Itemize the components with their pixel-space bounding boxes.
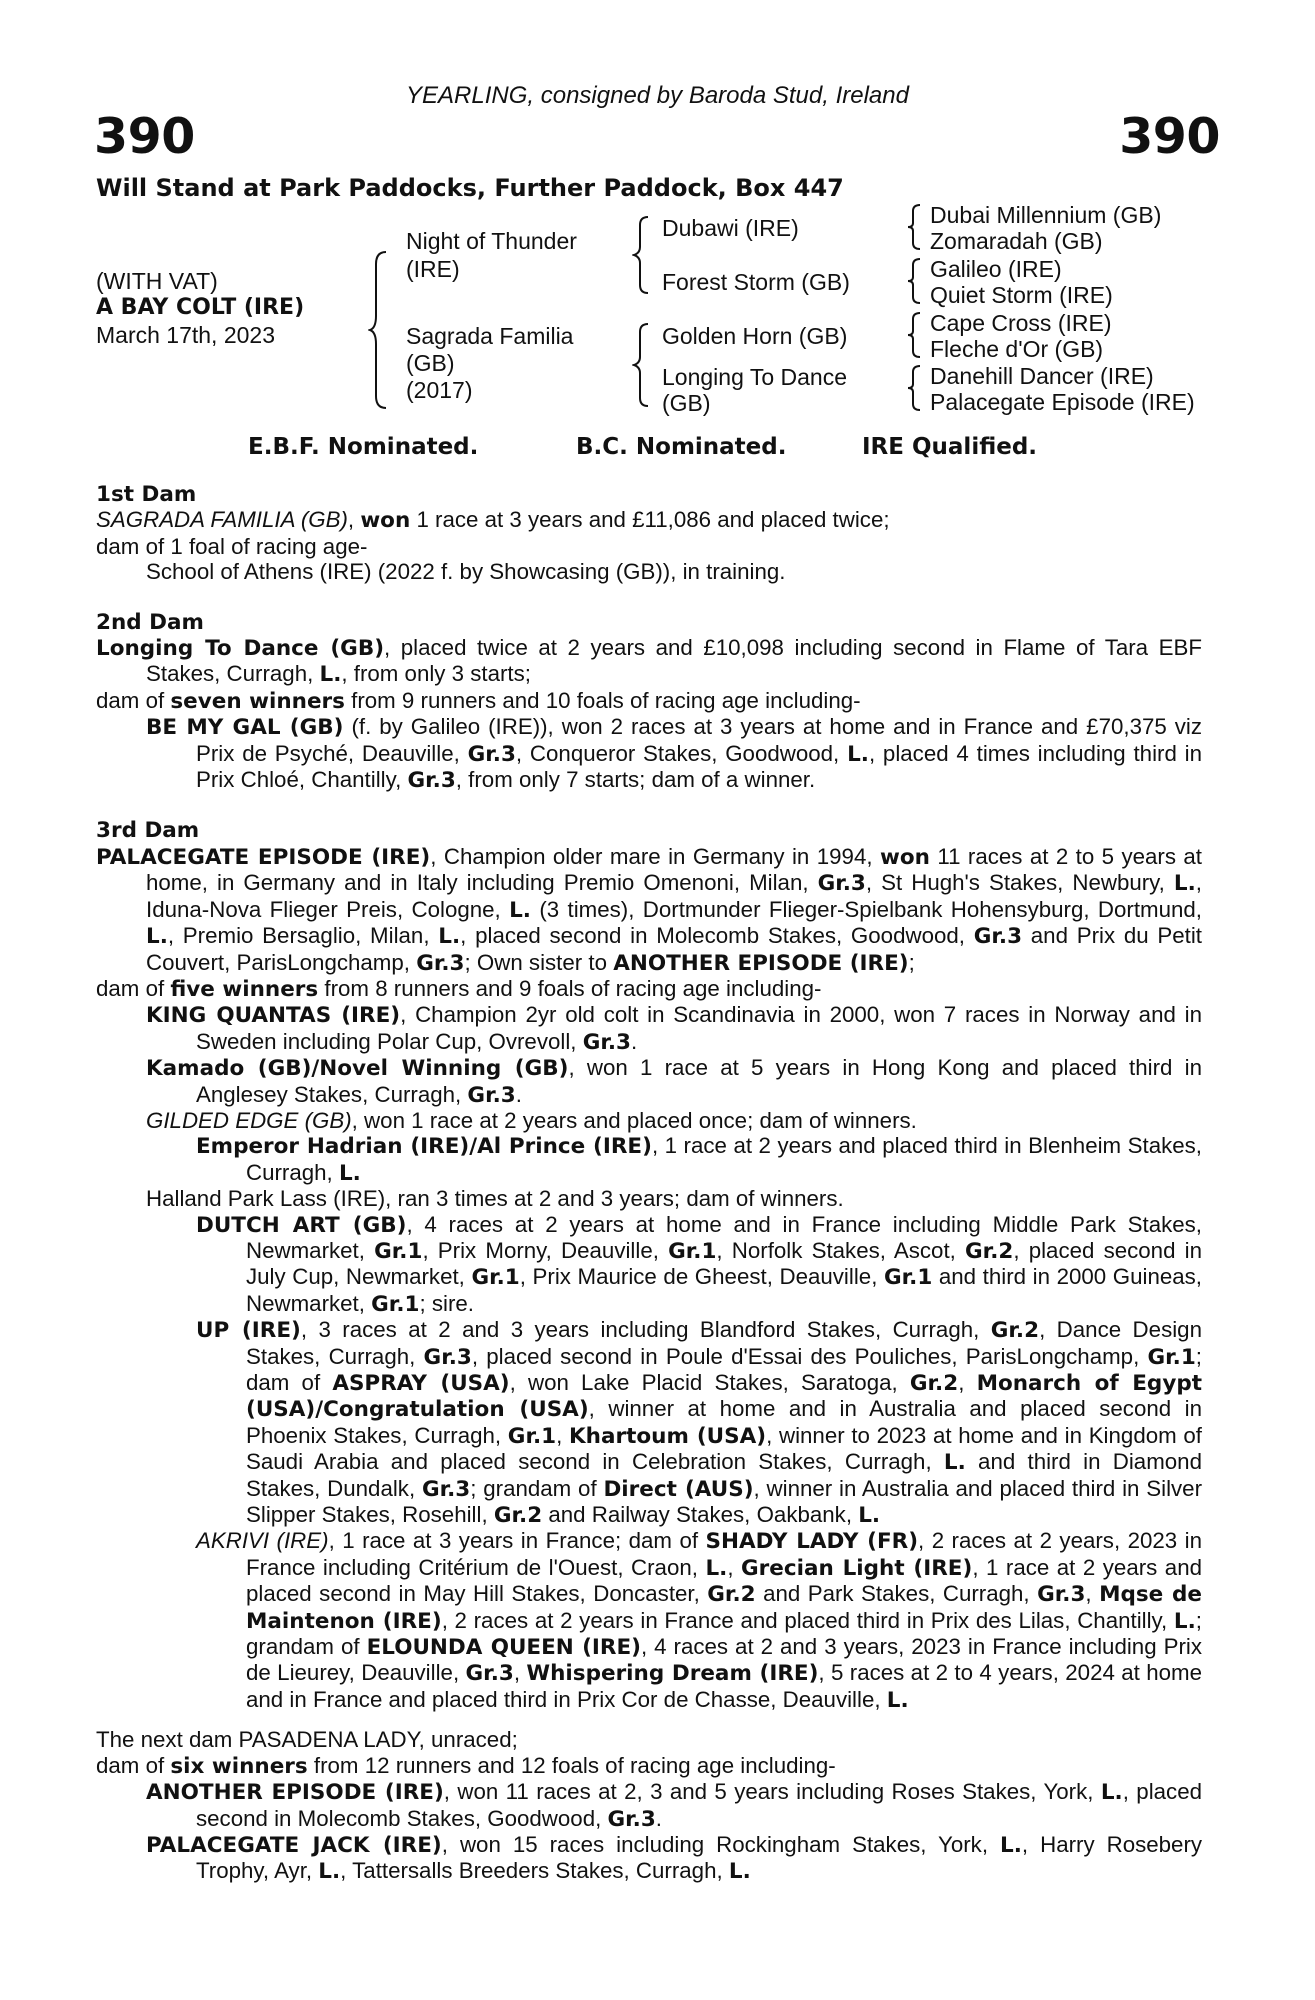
progeny-palacegate-jack: PALACEGATE JACK (IRE), won 15 races including Rockingham Stakes, York, L., Harry Rosebery Trophy, Ayr, L., Tattersalls Breeders Stakes, Curragh, L. [146,1831,1203,1885]
progeny-emperor-hadrian: Emperor Hadrian (IRE)/Al Prince (IRE), 1 race at 2 years and placed third in Blenheim Stakes, Curragh, L. [196,1133,1202,1186]
sire-dam: Forest Storm (GB) [662,269,850,295]
first-dam-record: SAGRADA FAMILIA (GB), won 1 race at 3 years and £11,086 and placed twice; [96,507,890,534]
progeny-dutch-art: DUTCH ART (GB), 4 races at 2 years at home and in France including Middle Park Stakes, Newmarket, Gr.1, Prix Morny, Deauville, Gr.1, Norfolk Stakes, Ascot, Gr.2, placed second in July Cup, Newmarket, Gr.1, Prix Maurice de Gheest, Deauville, Gr.1 and third in 2000 Guineas, Newmarket, Gr.1; sire. [196,1211,1203,1317]
pedigree-brace-dam [632,322,650,408]
third-dam-record: PALACEGATE EPISODE (IRE), Champion older mare in Germany in 1994, won 11 races at 2 to 5 years at home, in Germany and in Italy including Premio Omenoni, Milan, Gr.3, St Hugh's Stakes, Newbury, L., Iduna-Nova Flieger Preis, Cologne, L. (3 times), Dortmunder Flieger-Spielbank Hohensyburg, Dortmund, L., Premio Bersaglio, Milan, L., placed second in Molecomb Stakes, Goodwood, Gr.3 and Prix du Petit Couvert, ParisLongchamp, Gr.3; Own sister to ANOTHER EPISODE (IRE); [96,843,1203,976]
second-dam-progeny-1: BE MY GAL (GB) (f. by Galileo (IRE)), won 2 races at 3 years at home and in France and £70,375 viz Prix de Psyché, Deauville, Gr.3, Conqueror Stakes, Goodwood, L., placed 4 times including third in Prix Chloé, Chantilly, Gr.3, from only 7 starts; dam of a winner. [146,714,1203,794]
sire-sire: Dubawi (IRE) [662,215,799,241]
consignment-title: YEARLING, consigned by Baroda Stud, Ireland [406,82,909,109]
second-dam-record: Longing To Dance (GB), placed twice at 2 years and £10,098 including second in Flame of Tara EBF Stakes, Curragh, L., from only 3 starts; [96,635,1202,688]
pedigree-brace-main [368,250,388,410]
progeny-another-episode: ANOTHER EPISODE (IRE), won 11 races at 2, 3 and 5 years including Roses Stakes, York, L., placed second in Molecomb Stakes, Goodwood, Gr.3. [146,1779,1203,1832]
second-dam-heading: 2nd Dam [96,609,204,635]
bc-nomination: B.C. Nominated. [576,434,787,460]
progeny-up: UP (IRE), 3 races at 2 and 3 years including Blandford Stakes, Curragh, Gr.2, Dance Design Stakes, Curragh, Gr.3, placed second in Poule d'Essai des Pouliches, ParisLongchamp, Gr.1; dam of ASPRAY (USA), won Lake Placid Stakes, Saratoga, Gr.2, Monarch of Egypt (USA)/Congratulation (USA), winner at home and in Australia and placed second in Phoenix Stakes, Curragh, Gr.1, Khartoum (USA), winner to 2023 at home and in Kingdom of Saudi Arabia and placed second in Celebration Stakes, Curragh, L. and third in Diamond Stakes, Dundalk, Gr.3; grandam of Direct (AUS), winner in Australia and placed third in Silver Slipper Stakes, Rosehill, Gr.2 and Railway Stakes, Oakbank, L. [196,1317,1203,1529]
dds: Danehill Dancer (IRE) [930,363,1154,389]
third-dam-heading: 3rd Dam [96,818,200,844]
dss: Cape Cross (IRE) [930,310,1112,336]
dam-sire: Golden Horn (GB) [662,323,848,349]
second-dam-produce-summary: dam of seven winners from 9 runners and 10 foals of racing age including- [96,687,861,714]
vat-note: (WITH VAT) [96,268,218,294]
dam-year: (2017) [406,377,473,403]
dam-name: Sagrada Familia [406,323,574,349]
first-dam-foal-1: School of Athens (IRE) (2022 f. by Showcasing (GB)), in training. [146,559,786,585]
progeny-king-quantas: KING QUANTAS (IRE), Champion 2yr old colt in Scandinavia in 2000, won 7 races in Norway and in Sweden including Polar Cup, Ovrevoll, Gr.3. [146,1002,1202,1055]
pedigree-brace-sire [632,215,650,295]
next-dam-line: The next dam PASADENA LADY, unraced; [96,1727,518,1753]
catalogue-body [96,482,1202,1885]
dam-dam-country: (GB) [662,390,711,416]
ire-qualified: IRE Qualified. [862,434,1038,460]
dsd: Fleche d'Or (GB) [930,336,1104,362]
lot-number-right: 390 [1119,108,1220,165]
progeny-kamado: Kamado (GB)/Novel Winning (GB), won 1 race at 5 years in Hong Kong and placed third in Anglesey Stakes, Curragh, Gr.3. [146,1055,1203,1108]
stand-location: Will Stand at Park Paddocks, Further Paddock, Box 447 [96,174,844,202]
progeny-akrivi: AKRIVI (IRE), 1 race at 3 years in France; dam of SHADY LADY (FR), 2 races at 2 years, 2023 in France including Critérium de l'Ouest, Craon, L., Grecian Light (IRE), 1 race at 2 years and placed second in May Hill Stakes, Doncaster, Gr.2 and Park Stakes, Curragh, Gr.3, Mqse de Maintenon (IRE), 2 races at 2 years in France and placed third in Prix des Lilas, Chantilly, L.; grandam of ELOUNDA QUEEN (IRE), 4 races at 2 and 3 years, 2023 in France including Prix de Lieurey, Deauville, Gr.3, Whispering Dream (IRE), 5 races at 2 to 4 years, 2024 at home and in France and placed third in Prix Cor de Chasse, Deauville, L. [196,1528,1203,1713]
pedigree-brace-dd [906,364,922,412]
dam-country: (GB) [406,350,455,376]
ssd: Zomaradah (GB) [930,228,1103,254]
lot-number-left: 390 [94,108,195,165]
pedigree-brace-sd [906,257,922,305]
pedigree-brace-ss [906,203,922,251]
next-dam-produce-summary: dam of six winners from 12 runners and 12 foals of racing age including- [96,1752,836,1779]
horse-name: A BAY COLT (IRE) [96,295,305,320]
third-dam-produce-summary: dam of five winners from 8 runners and 9 foals of racing age including- [96,975,822,1002]
ddd: Palacegate Episode (IRE) [930,389,1195,415]
progeny-gilded-edge: GILDED EDGE (GB), won 1 race at 2 years and placed once; dam of winners. [146,1107,917,1133]
foaling-date: March 17th, 2023 [96,322,276,348]
sire-country: (IRE) [406,256,460,282]
progeny-halland-park-lass: Halland Park Lass (IRE), ran 3 times at 2 and 3 years; dam of winners. [146,1186,844,1212]
first-dam-heading: 1st Dam [96,482,197,507]
sire-name: Night of Thunder [406,228,577,254]
sss: Dubai Millennium (GB) [930,202,1162,228]
sds: Galileo (IRE) [930,256,1062,282]
dam-dam: Longing To Dance [662,364,847,390]
first-dam-foals: dam of 1 foal of racing age- [96,533,368,559]
sdd: Quiet Storm (IRE) [930,282,1113,308]
ebf-nomination: E.B.F. Nominated. [248,434,479,460]
pedigree-brace-ds [906,311,922,359]
